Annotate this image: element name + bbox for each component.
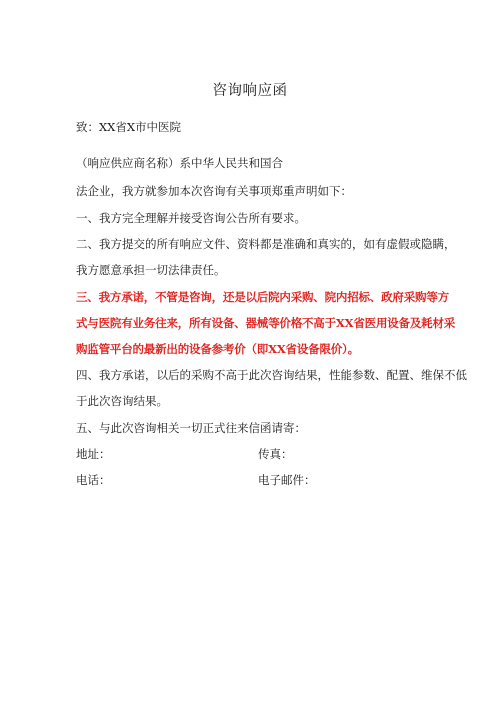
paragraph-line: 法企业，我方就参加本次咨询有关事项郑重声明如下： [76, 184, 352, 198]
paragraph-line: 四、我方承诺，以后的采购不高于此次咨询结果，性能参数、配置、维保不低 [76, 368, 467, 382]
address-label: 地址： [76, 447, 111, 461]
paragraph-line: 一、我方完全理解并接受咨询公告所有要求。 [76, 211, 306, 225]
recipient-line: 致：XX省X市中医院 [76, 120, 182, 134]
highlight-line: 式与医院有业务往来，所有设备、器械等价格不高于XX省医用设备及耗材采 [76, 316, 456, 330]
paragraph-line: 我方愿意承担一切法律责任。 [76, 263, 226, 277]
fax-label: 传真： [258, 447, 293, 461]
phone-label: 电话： [76, 473, 111, 487]
highlight-line: 购监管平台的最新出的设备参考价（即XX省设备限价）。 [76, 342, 359, 356]
paragraph-line: （响应供应商名称）系中华人民共和国合 [76, 156, 283, 170]
paragraph-line: 五、与此次咨询相关一切正式往来信函请寄： [76, 421, 306, 435]
document-title: 咨询响应函 [212, 83, 288, 99]
paragraph-line: 于此次咨询结果。 [76, 394, 168, 408]
highlight-line: 三、我方承诺，不管是咨询，还是以后院内采购、院内招标、政府采购等方 [76, 290, 449, 304]
email-label: 电子邮件： [258, 473, 316, 487]
paragraph-line: 二、我方提交的所有响应文件、资料都是准确和真实的，如有虚假或隐瞒， [76, 237, 456, 251]
